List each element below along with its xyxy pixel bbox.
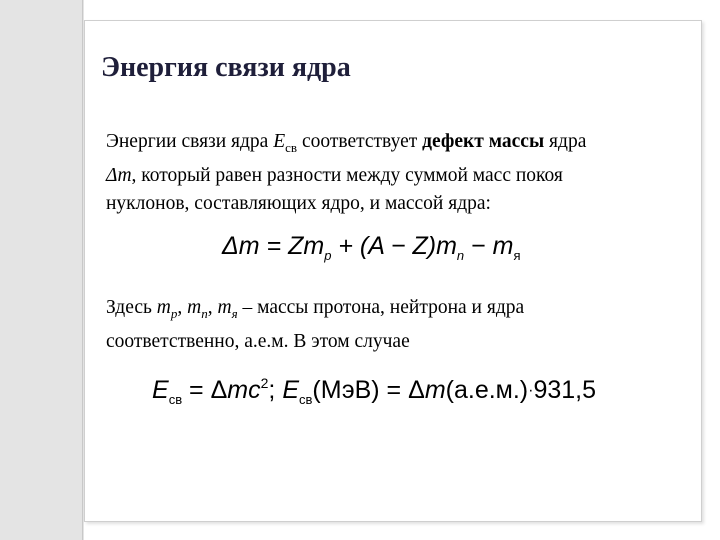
paragraph2-line2: соответственно, а.е.м. В этом случае (106, 331, 410, 352)
paragraph2-line1: Здесь $m_p$, $m_n$, $m_я$ – массы протона, нейтрона и ядра (106, 297, 525, 321)
paragraph-explanation (106, 294, 686, 356)
paragraph1-line3: нуклонов, составляющих ядро, и массой ядра: (106, 193, 491, 214)
left-decorative-bar (0, 0, 84, 540)
paragraph1-line1: Энергии связи ядра $E_{св}$ соответствует дефект массы ядра (106, 131, 587, 155)
slide-title: Энергия связи ядра (101, 52, 351, 83)
paragraph-binding-energy (106, 128, 686, 218)
content-panel (84, 20, 702, 522)
mass-defect-formula: $\Delta m = Zm_p + (A - Z)m_n - m_я$ (222, 232, 521, 263)
binding-energy-formula: $E_{св} = \Delta mc^2$; $E_{св}(МэВ) = \Delta m(а.е.м.)\cdot 931,5$ (152, 375, 597, 407)
paragraph1-line2: Δm, который равен разности между суммой масс покоя (106, 165, 563, 186)
mass-defect-term: дефект массы (422, 131, 545, 152)
